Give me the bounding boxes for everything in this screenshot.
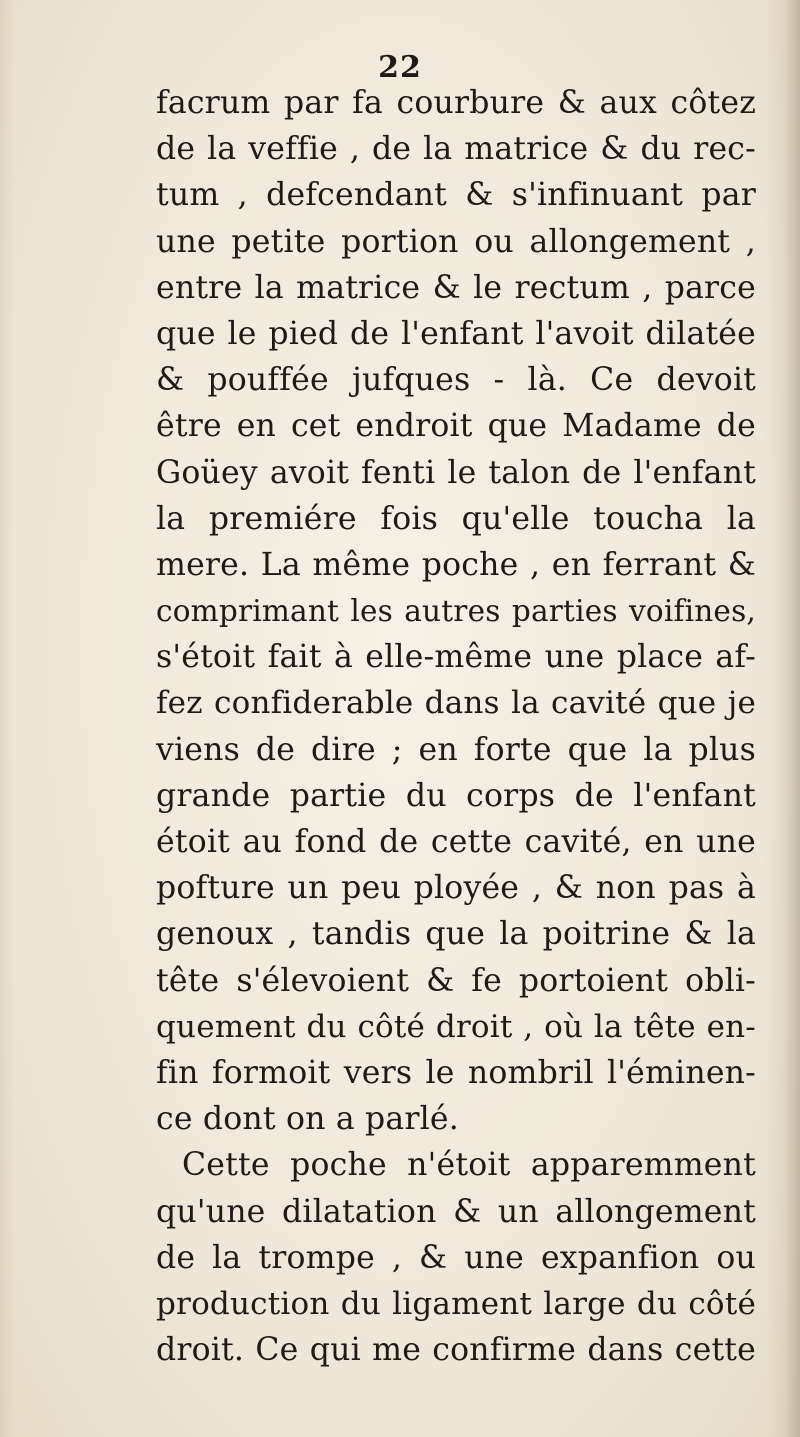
- text-line: viens de dire ; en forte que la plus: [156, 731, 756, 768]
- text-line: mere. La même poche , en ferrant &: [156, 546, 756, 583]
- text-line: Goüey avoit fenti le talon de l'enfant: [156, 454, 756, 491]
- text-line: tum , defcendant & s'infinuant par: [156, 177, 756, 214]
- text-line: pofture un peu ployée , & non pas à: [156, 870, 756, 907]
- text-line: tête s'élevoient & fe portoient obli-: [156, 962, 756, 999]
- text-line: de la trompe , & une expanfion ou: [156, 1239, 756, 1276]
- page-gutter-shadow: [766, 0, 800, 1437]
- text-line: droit. Ce qui me confirme dans cette: [156, 1332, 756, 1369]
- text-line: de la veffie , de la matrice & du rec-: [156, 131, 756, 168]
- text-line: & pouffée jufques - là. Ce devoit: [156, 362, 756, 399]
- page-number: 22: [378, 50, 422, 85]
- text-line: quement du côté droit , où la tête en-: [156, 1008, 756, 1045]
- text-line: que le pied de l'enfant l'avoit dilatée: [156, 315, 756, 352]
- text-line: entre la matrice & le rectum , parce: [156, 269, 756, 306]
- text-line: étoit au fond de cette cavité, en une: [156, 824, 756, 860]
- text-line: fin formoit vers le nombril l'éminen-: [156, 1054, 756, 1091]
- text-line: facrum par fa courbure & aux côtez: [156, 85, 756, 121]
- text-line-paragraph-end: ce dont on a parlé.: [156, 1101, 459, 1138]
- text-block: [156, 80, 756, 1373]
- text-line: grande partie du corps de l'enfant: [156, 777, 756, 814]
- text-line-paragraph-start: Cette poche n'étoit apparemment: [182, 1147, 756, 1184]
- text-line: fez confiderable dans la cavité que je: [156, 685, 756, 722]
- text-line: production du ligament large du côté: [156, 1285, 756, 1322]
- text-line: genoux , tandis que la poitrine & la: [156, 916, 756, 953]
- page-left-edge: [0, 0, 14, 1437]
- text-line: qu'une dilatation & un allongement: [156, 1193, 756, 1230]
- text-line: s'étoit fait à elle-même une place af-: [156, 639, 756, 676]
- text-line: une petite portion ou allongement ,: [156, 223, 756, 260]
- text-line: la premiére fois qu'elle toucha la: [156, 500, 756, 537]
- text-line: être en cet endroit que Madame de: [156, 408, 756, 445]
- text-line: comprimant les autres parties voifines,: [156, 594, 756, 629]
